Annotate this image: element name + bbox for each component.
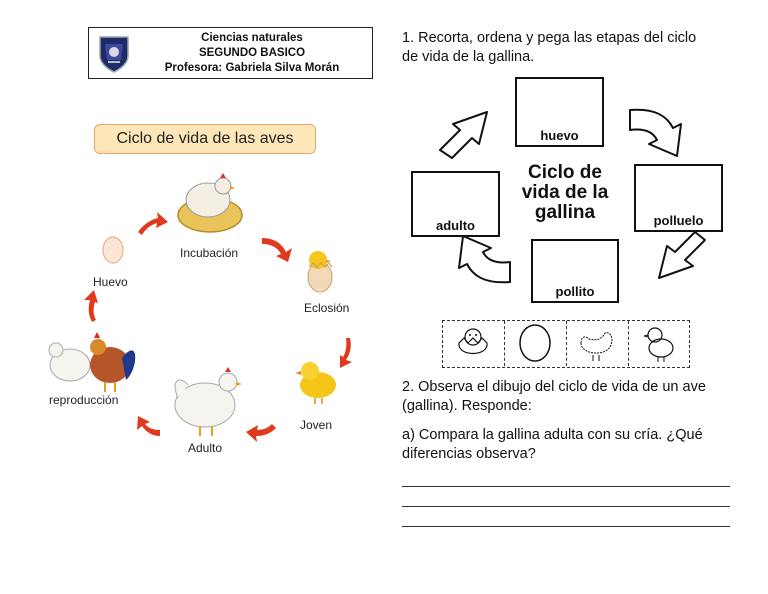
arrow-outline-icon <box>630 110 681 156</box>
adult-hen-icon <box>175 367 242 436</box>
diagram-title-line3: gallina <box>534 202 596 223</box>
hen-outline-icon <box>567 321 627 365</box>
question-2-line1: 2. Observa el dibujo del ciclo de vida de un ave <box>402 379 706 395</box>
stage-label-adulto: Adulto <box>188 441 223 455</box>
cycle-title: Ciclo de vida de las aves <box>94 124 316 154</box>
cutout-egg[interactable] <box>505 321 567 366</box>
paste-box-label: polluelo <box>653 213 704 228</box>
egg-icon <box>103 237 123 263</box>
paste-box-label: pollito <box>555 284 595 299</box>
question-2a <box>402 426 703 464</box>
question-1-line2: de vida de la gallina. <box>402 49 535 65</box>
rooster-and-hen-icon <box>49 332 135 392</box>
arrow-outline-icon <box>440 112 487 158</box>
answer-line[interactable] <box>402 506 730 507</box>
diagram-title-line1: Ciclo de <box>528 162 602 183</box>
arrow-outline-icon <box>459 236 510 282</box>
hatching-chick-icon <box>308 251 332 292</box>
question-2 <box>402 378 706 416</box>
stage-label-huevo: Huevo <box>93 275 128 289</box>
question-2a-line1: a) Compara la gallina adulta con su cría. ¿Qué <box>402 427 703 443</box>
arrow-outline-icon <box>659 232 705 278</box>
question-2a-line2: diferencias observa? <box>402 446 536 462</box>
answer-line[interactable] <box>402 526 730 527</box>
answer-line[interactable] <box>402 486 730 487</box>
question-1 <box>402 29 696 67</box>
hatching-chick-outline-icon <box>443 321 503 365</box>
teacher-name: Profesora: Gabriela Silva Morán <box>164 62 340 74</box>
cutout-chick[interactable] <box>629 321 691 366</box>
cutout-strip <box>442 320 690 368</box>
stage-label-eclosion: Eclosión <box>304 301 350 315</box>
stage-label-incubacion: Incubación <box>180 246 239 260</box>
paste-box-label: huevo <box>540 128 579 143</box>
stage-label-reproduccion: reproducción <box>49 393 119 407</box>
question-1-line1: 1. Recorta, ordena y pega las etapas del ciclo <box>402 30 697 46</box>
question-2-line2: (gallina). Responde: <box>402 398 532 414</box>
hen-in-nest-icon <box>178 173 242 232</box>
egg-outline-icon <box>505 321 565 365</box>
paste-box-label: adulto <box>436 218 475 233</box>
stage-label-joven: Joven <box>300 418 333 432</box>
diagram-arrows <box>405 90 735 310</box>
young-chick-icon <box>295 362 336 404</box>
diagram-title-line2: vida de la <box>521 182 609 203</box>
school-crest-icon <box>97 34 131 74</box>
subject-title: Ciencias naturales <box>201 32 303 44</box>
grade-title: SEGUNDO BASICO <box>198 47 306 59</box>
cutout-hatching-chick[interactable] <box>443 321 505 366</box>
chick-outline-icon <box>629 321 689 365</box>
cutout-hen[interactable] <box>567 321 629 366</box>
header-box <box>88 27 373 79</box>
header-text <box>137 31 367 76</box>
